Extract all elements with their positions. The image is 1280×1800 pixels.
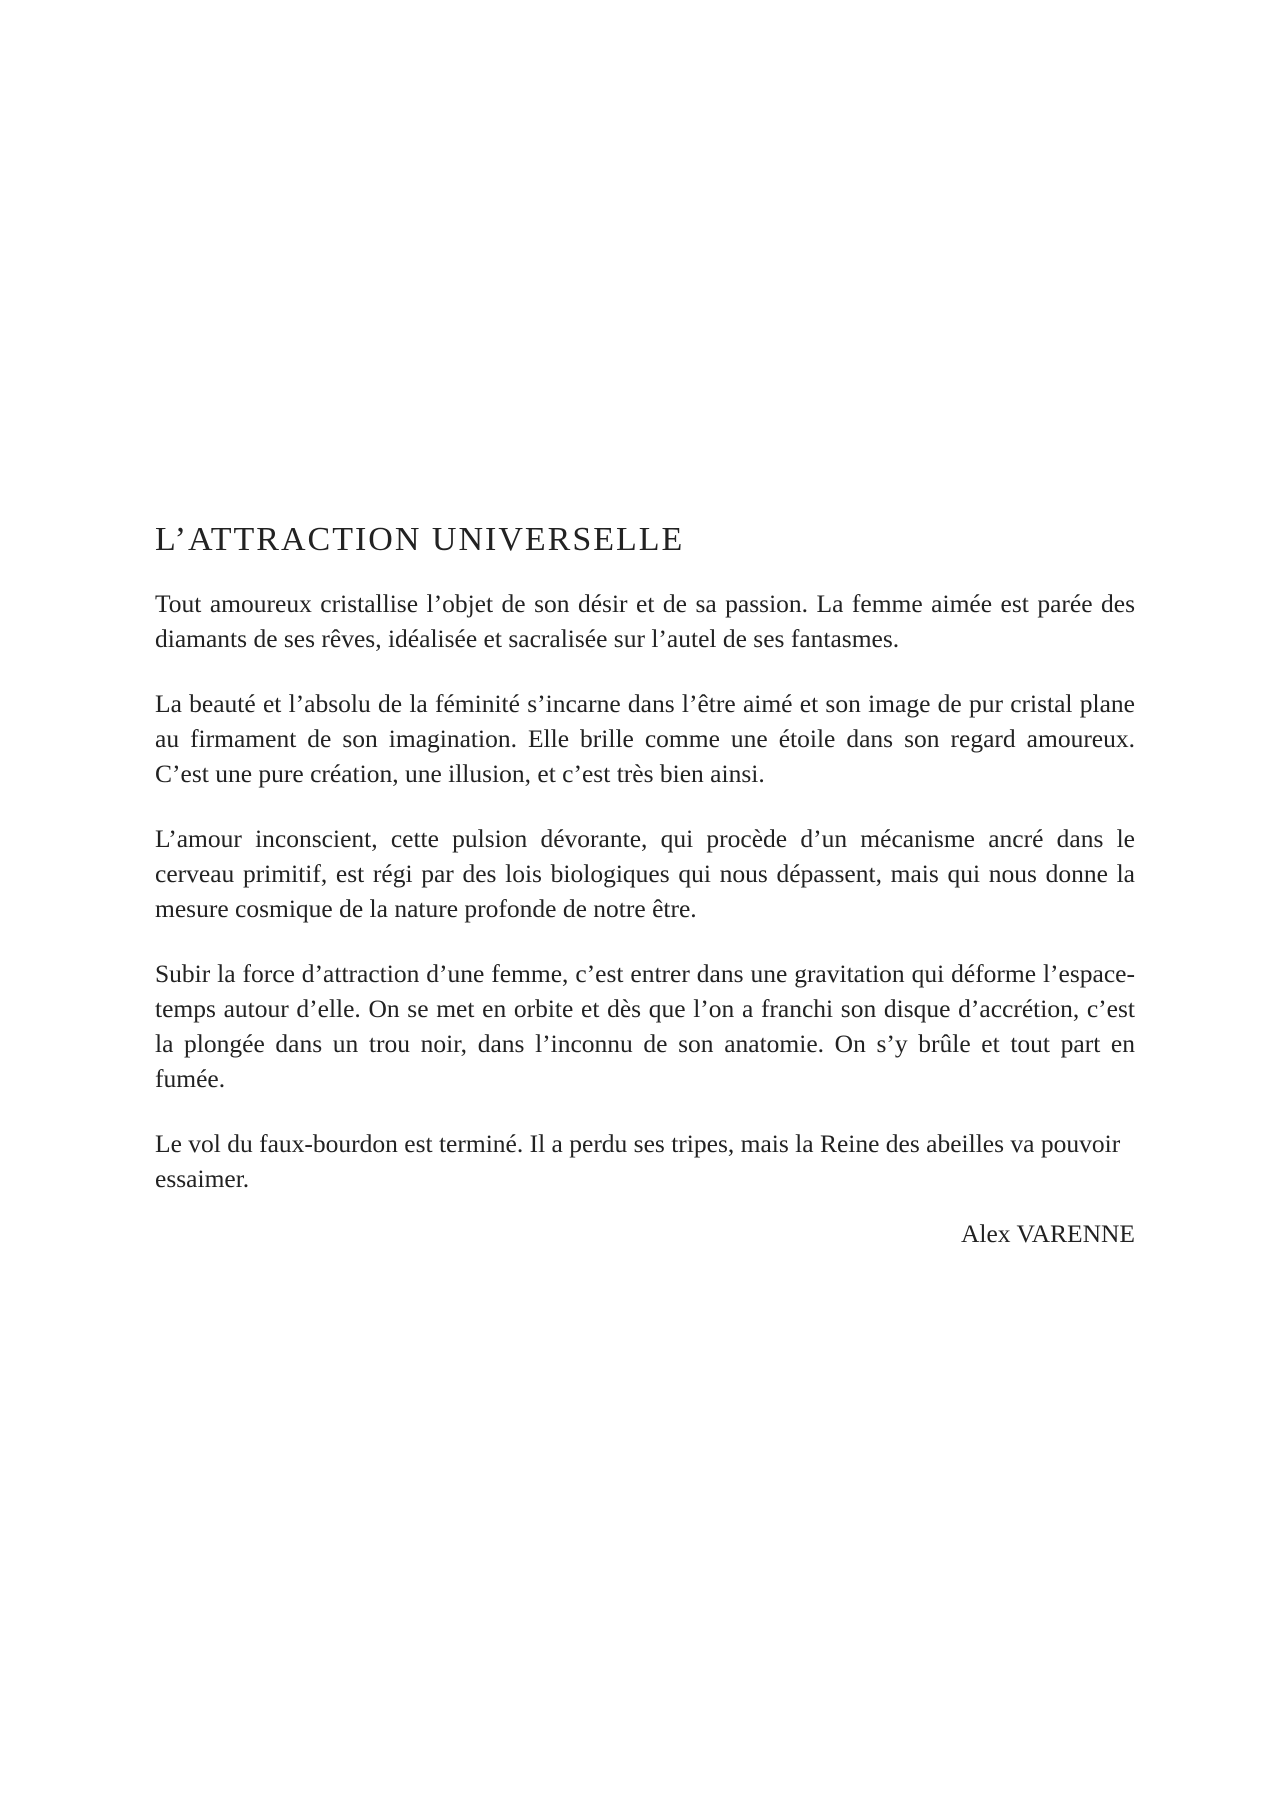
paragraph-5: Le vol du faux-bourdon est terminé. Il a perdu ses tripes, mais la Reine des abeilles va pouvoir essaimer. <box>155 1129 1121 1193</box>
paragraph-1: Tout amoureux cristallise l’objet de son désir et de sa passion. La femme aimée est parée des diamants de ses rêves, idéalisée et sacralisée sur l’autel de ses fantasmes. <box>155 589 1135 653</box>
paragraph-3: L’amour inconscient, cette pulsion dévorante, qui procède d’un mécanisme ancré dans le cerveau primitif, est régi par des lois biologiques qui nous dépassent, mais qui nous donne la mesure cosmique de la nature profonde de notre être. <box>155 824 1135 923</box>
page-title: L’ATTRACTION UNIVERSELLE <box>155 521 685 558</box>
paragraph-4: Subir la force d’attraction d’une femme, c’est entrer dans une gravitation qui déforme l’espace-temps autour d’elle. On se met en orbite et dès que l’on a franchi son disque d’accrétion, c’est la plongée dans un trou noir, dans l’inconnu de son anatomie. On s’y brûle et tout part en fumée. <box>155 959 1135 1093</box>
document-body <box>155 520 1135 1251</box>
paragraph-2: La beauté et l’absolu de la féminité s’incarne dans l’être aimé et son image de pur cristal plane au firmament de son imagination. Elle brille comme une étoile dans son regard amoureux. C’est une pure création, une illusion, et c’est très bien ainsi. <box>155 689 1135 788</box>
author-signature: Alex VARENNE <box>960 1219 1135 1248</box>
